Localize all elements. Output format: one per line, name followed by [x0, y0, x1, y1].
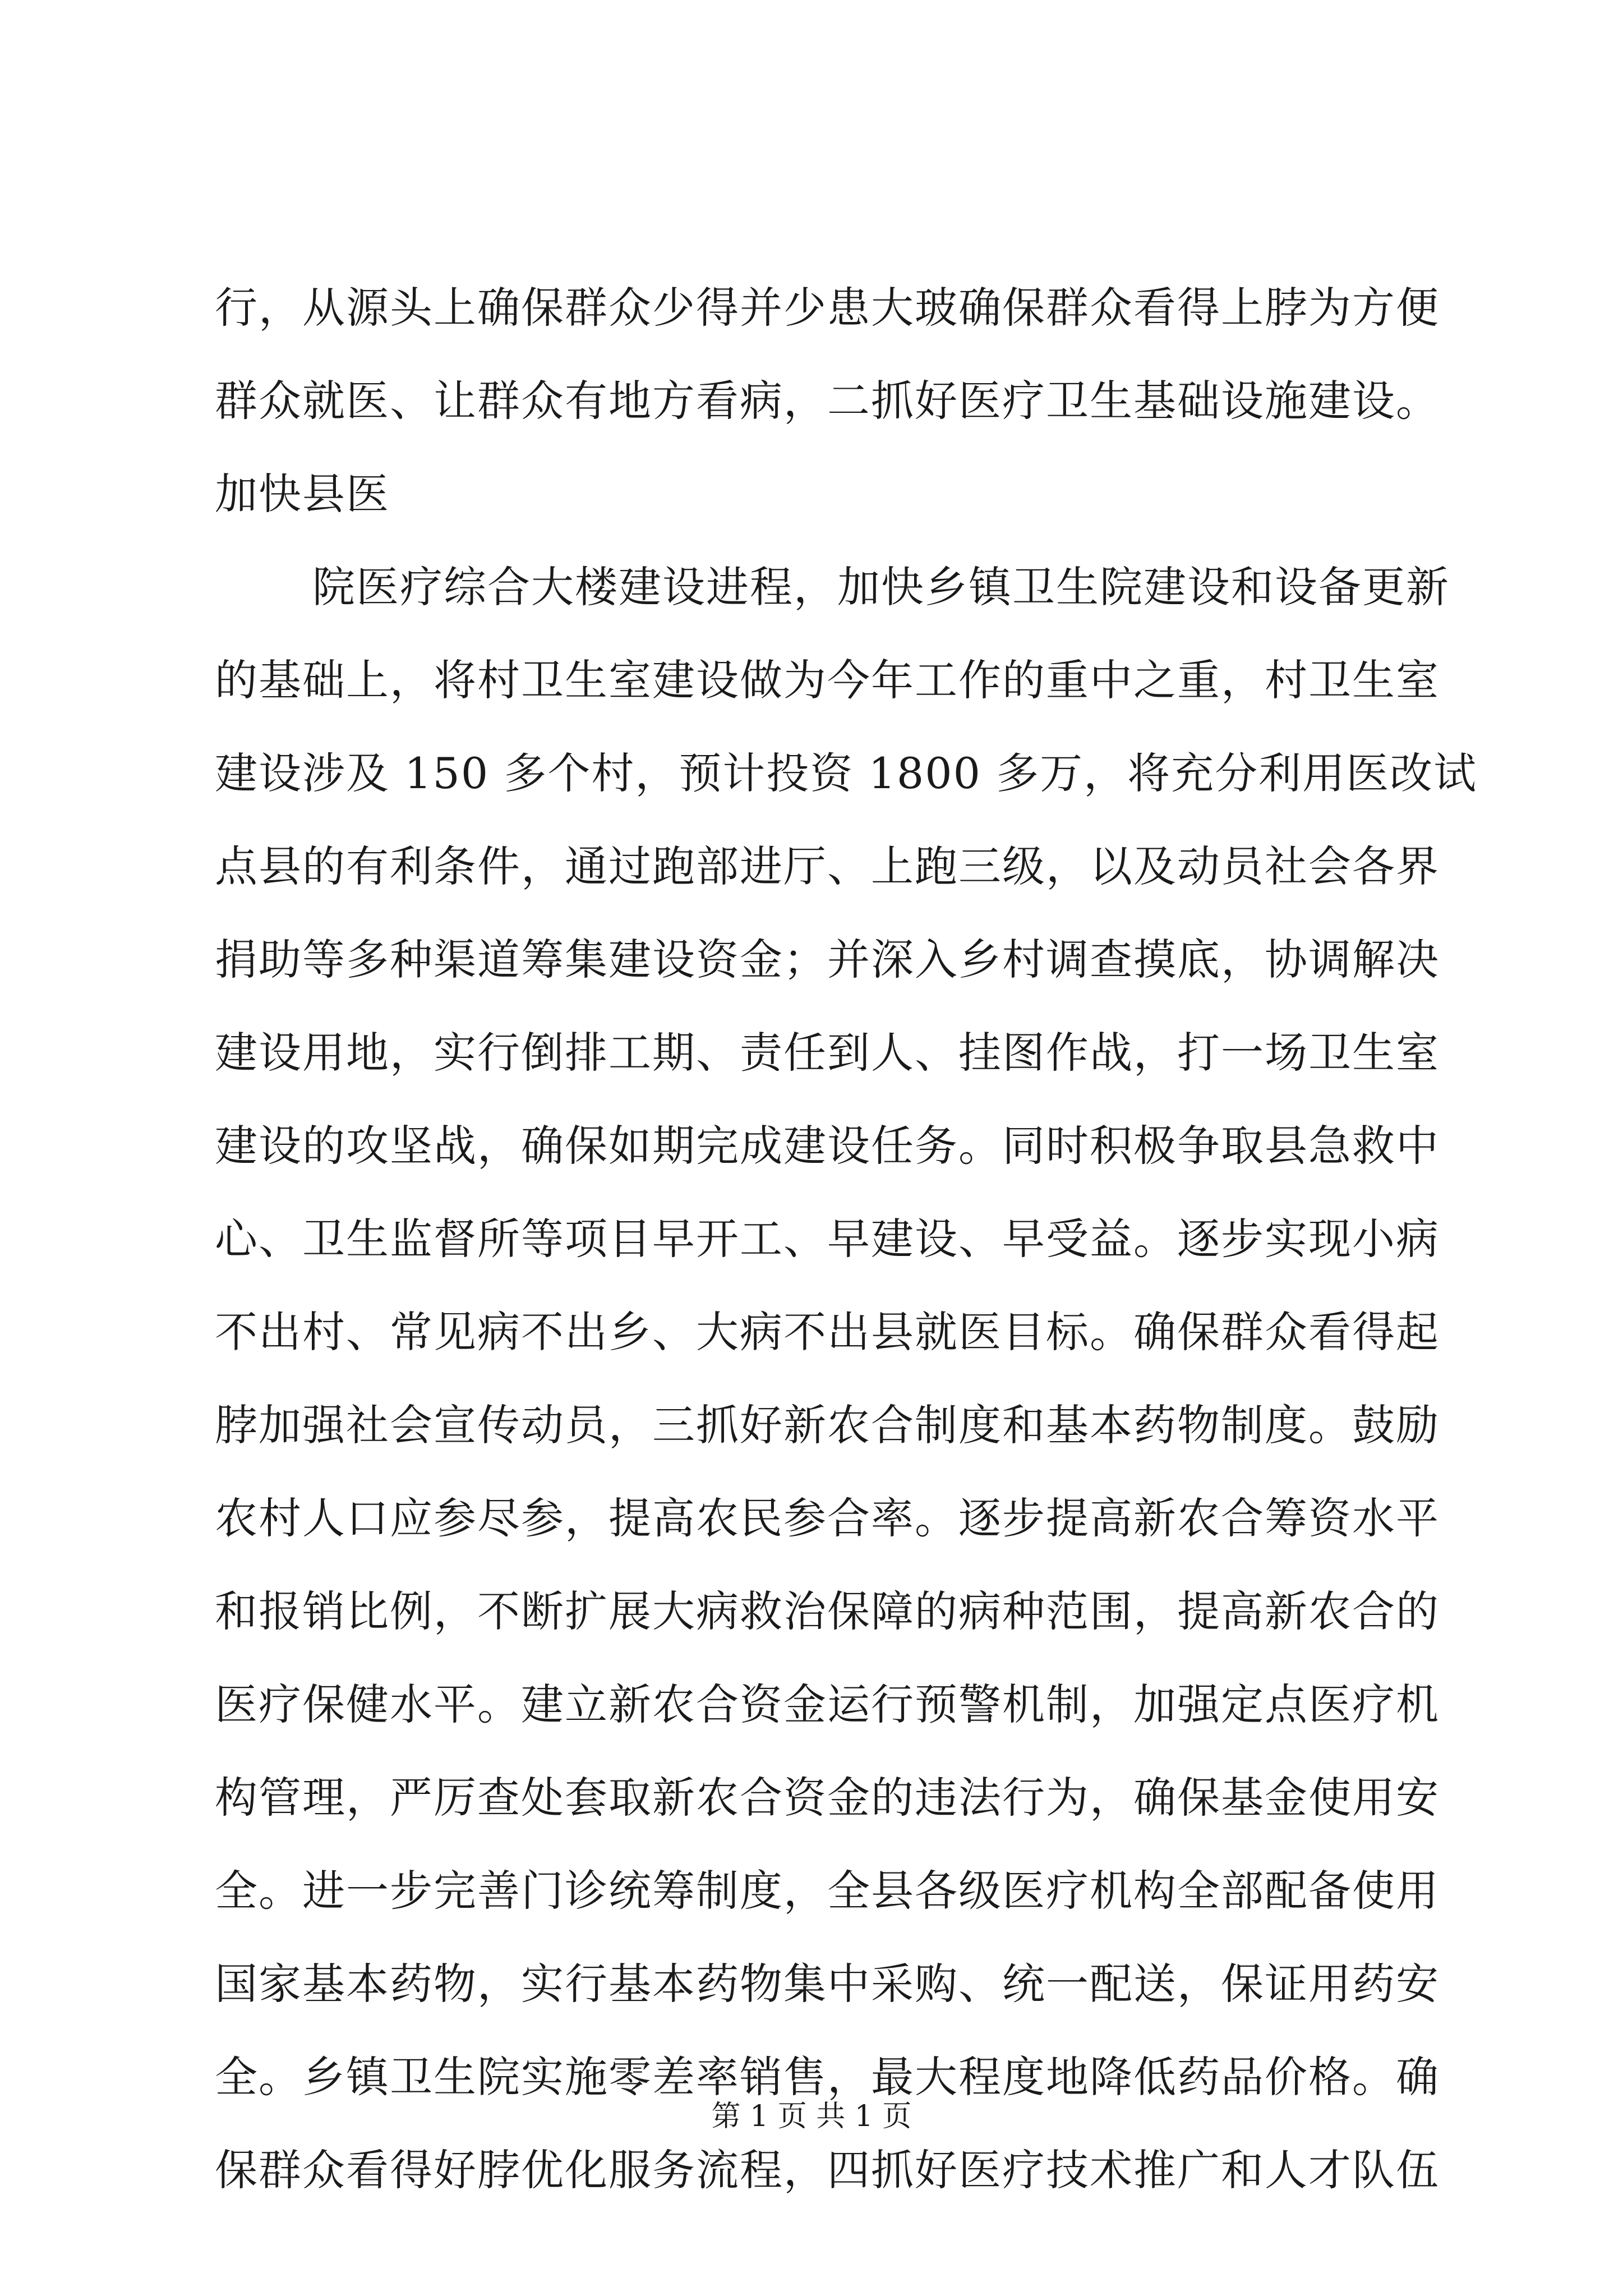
text-line: 建设涉及 150 多个村，预计投资 1800 多万，将充分利用医改试	[215, 748, 1478, 798]
text-line: 群众就医、让群众有地方看病，二抓好医疗卫生基础设施建设。	[215, 376, 1440, 426]
text-line: 的基础上，将村卫生室建设做为今年工作的重中之重，村卫生室	[215, 655, 1440, 705]
text-line: 建设的攻坚战，确保如期完成建设任务。同时积极争取县急救中	[215, 1121, 1440, 1171]
text-line: 不出村、常见病不出乡、大病不出县就医目标。确保群众看得起	[215, 1307, 1440, 1357]
text-line: 构管理，严厉查处套取新农合资金的违法行为，确保基金使用安	[215, 1773, 1440, 1823]
text-line: 捐助等多种渠道筹集建设资金；并深入乡村调查摸底，协调解决	[215, 935, 1440, 984]
document-body	[215, 261, 1478, 2217]
text-line: 加快县医	[215, 469, 390, 519]
text-line: 建设用地，实行倒排工期、责任到人、挂图作战，打一场卫生室	[215, 1028, 1440, 1078]
text-line: 脖加强社会宣传动员，三抓好新农合制度和基本药物制度。鼓励	[215, 1400, 1440, 1450]
text-line: 点县的有利条件，通过跑部进厅、上跑三级，以及动员社会各界	[215, 841, 1440, 891]
text-line: 保群众看得好脖优化服务流程，四抓好医疗技术推广和人才队伍	[215, 2145, 1440, 2195]
text-line: 全。乡镇卫生院实施零差率销售，最大程度地降低药品价格。确	[215, 2052, 1440, 2102]
text-line: 农村人口应参尽参，提高农民参合率。逐步提高新农合筹资水平	[215, 1493, 1440, 1543]
text-line: 行，从源头上确保群众少得并少患大玻确保群众看得上脖为方便	[215, 283, 1440, 333]
text-line: 医疗保健水平。建立新农合资金运行预警机制，加强定点医疗机	[215, 1680, 1440, 1729]
text-line: 心、卫生监督所等项目早开工、早建设、早受益。逐步实现小病	[215, 1214, 1440, 1264]
text-line: 国家基本药物，实行基本药物集中采购、统一配送，保证用药安	[215, 1959, 1440, 2009]
text-line: 全。进一步完善门诊统筹制度，全县各级医疗机构全部配备使用	[215, 1866, 1440, 1916]
page-number-footer: 第 1 页 共 1 页	[711, 2100, 912, 2133]
paragraph-first-line: 院医疗综合大楼建设进程，加快乡镇卫生院建设和设备更新	[312, 562, 1450, 612]
text-line: 和报销比例，不断扩展大病救治保障的病种范围，提高新农合的	[215, 1586, 1440, 1636]
